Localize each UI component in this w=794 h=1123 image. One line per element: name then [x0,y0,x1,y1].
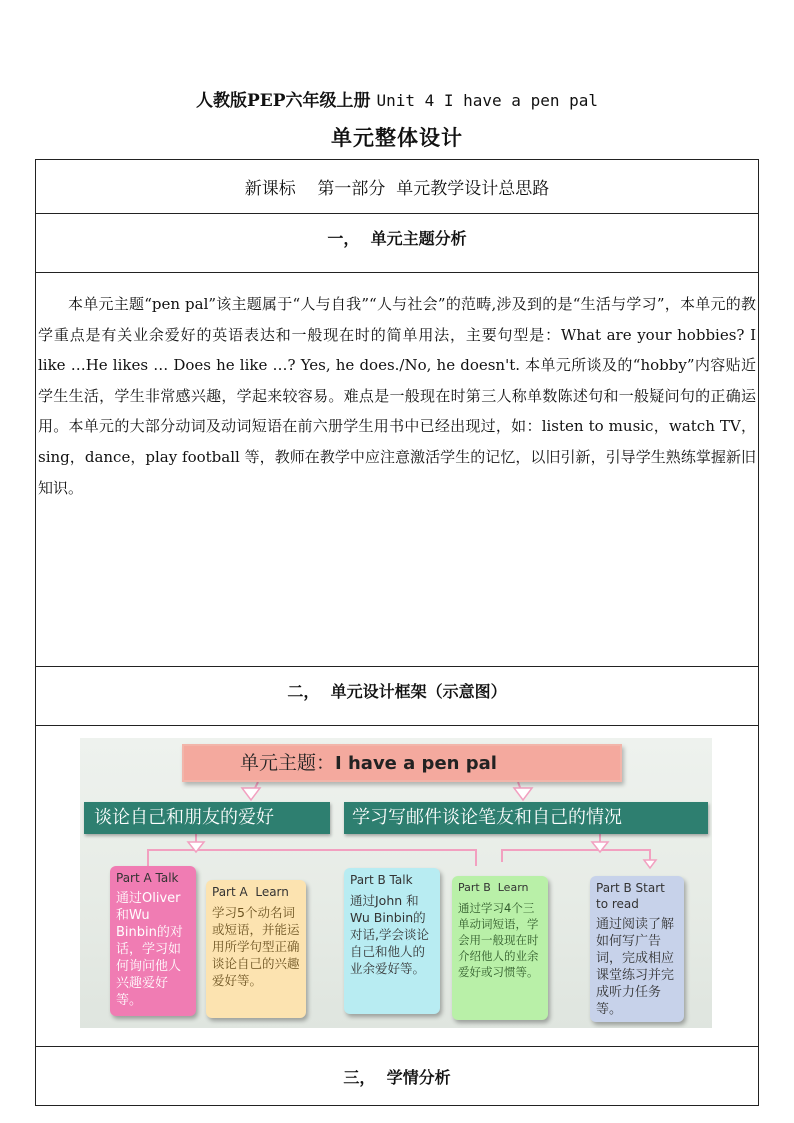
arrow-head-card5 [644,860,656,868]
document-title [0,86,794,111]
title-english: Unit 4 I have a pen pal [376,91,598,110]
design-table [35,159,759,1106]
connector-right-cards [502,850,650,862]
card-title: Part A Talk [116,871,179,885]
section1-body-cell [36,273,759,667]
arrow-head-left [242,788,260,800]
card-body: 通过John 和Wu Binbin的对话,学会谈论自己和他人的业余爱好等。 [350,893,429,976]
theme-prefix: 单元主题： [240,752,336,774]
card-body: 通过Oliver和Wu Binbin的对话，学习如何询问他人兴趣爱好等。 [116,891,183,1008]
theme-english: I have a pen pal [335,753,497,774]
document-subtitle: 单元整体设计 [331,125,463,150]
section2-figure-row [36,726,759,1047]
title-chinese: 人教版PEP六年级上册 [195,91,371,111]
connector-left-cards [148,850,476,866]
section2-figure-cell [36,726,759,1047]
card-part-a-learn [206,880,306,1018]
unit-framework-diagram [80,738,712,1028]
card-body: 通过阅读了解如何写广告词，完成相应课堂练习并完成听力任务等。 [596,917,675,1017]
section2-heading: 二， 单元设计框架（示意图） [287,681,507,701]
branch-right-bar: 学习写邮件谈论笔友和自己的情况 [344,802,708,834]
card-title: Part B Talk [350,873,413,887]
section2-heading-cell [36,667,759,726]
section3-heading-cell [36,1047,759,1106]
table-header-row [36,160,759,214]
table-header-cell: 新课标 第一部分 单元教学设计总思路 [36,160,759,214]
section3-heading-row [36,1047,759,1106]
section1-body-text: 本单元主题“pen pal”该主题属于“人与自我”“人与社会”的范畴,涉及到的是“生活与学习”，本单元的教学重点是有关业余爱好的英语表达和一般现在时的简单用法，主要句型是：What are your hobbies? I like …He likes … Does he like …? Yes, he does./No, he doesn't. 本单元所谈及的“hobby”内容贴近学生生活，学生非常感兴趣，学起来较容易。难点是一般现在时第三人称单数陈述句和一般疑问句的正确运用。本单元的大部分动词及动词短语在前六册学生用书中已经出现过，如：listen to music，watch TV，sing，dance，play football 等，教师在教学中应注意激活学生的记忆，以旧引新，引导学生熟练掌握新旧知识。 [38,295,756,497]
card-body: 通过学习4个三单动词短语，学会用一般现在时介绍他人的业余爱好或习惯等。 [458,901,539,979]
card-part-b-talk [344,868,440,1014]
diagram-theme-box [182,744,622,782]
card-part-b-learn [452,876,548,1020]
section1-heading: 一， 单元主题分析 [327,228,467,248]
card-body: 学习5个动名词或短语，并能运用所学句型正确谈论自己的兴趣爱好等。 [212,905,300,988]
section1-heading-row [36,214,759,273]
card-title: Part B Start to read [596,881,665,911]
card-title: Part B Learn [458,881,529,894]
card-part-a-talk [110,866,196,1016]
section2-heading-row [36,667,759,726]
section3-heading: 三， 学情分析 [343,1067,451,1087]
branch-left-bar: 谈论自己和朋友的爱好 [84,802,330,834]
section1-body-row [36,273,759,667]
card-part-b-start-to-read [590,876,684,1022]
card-title: Part A Learn [212,885,289,899]
section1-heading-cell [36,214,759,273]
arrow-head-right [514,788,532,800]
